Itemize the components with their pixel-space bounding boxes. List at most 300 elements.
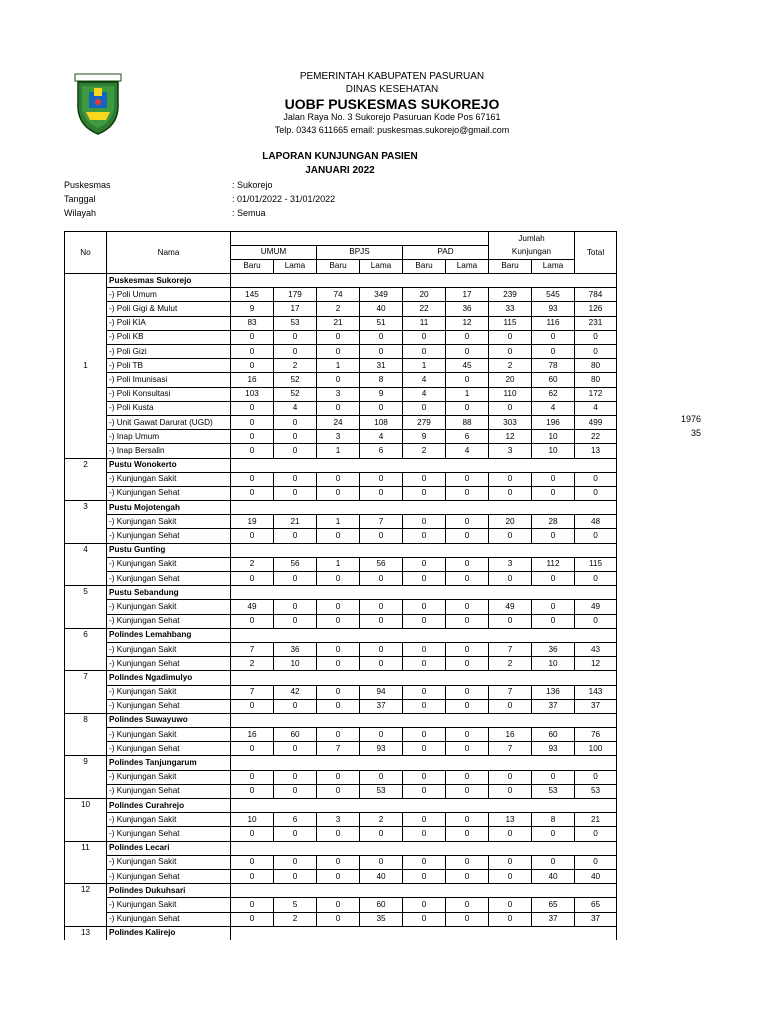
value-cell: 12: [446, 316, 489, 330]
section-number: 1: [65, 274, 107, 458]
row-label: -) Poli KIA: [107, 316, 231, 330]
value-cell: 0: [403, 486, 446, 500]
value-cell: 0: [532, 330, 575, 344]
value-cell: 136: [532, 685, 575, 699]
value-cell: 0: [317, 827, 360, 841]
value-cell: 49: [575, 600, 617, 614]
value-cell: 279: [403, 415, 446, 429]
value-cell: 0: [317, 330, 360, 344]
value-cell: 0: [489, 472, 532, 486]
section-row: [65, 628, 617, 642]
value-cell: 0: [446, 572, 489, 586]
value-cell: 0: [317, 912, 360, 926]
row-label: -) Kunjungan Sakit: [107, 642, 231, 656]
value-cell: 60: [532, 373, 575, 387]
value-cell: 0: [360, 572, 403, 586]
value-cell: 0: [403, 330, 446, 344]
value-cell: 0: [403, 869, 446, 883]
section-number: 7: [65, 671, 107, 714]
value-cell: 0: [231, 784, 274, 798]
table-row: [65, 529, 617, 543]
value-cell: 0: [403, 742, 446, 756]
value-cell: 53: [575, 784, 617, 798]
value-cell: 231: [575, 316, 617, 330]
value-cell: 0: [403, 557, 446, 571]
value-cell: 2: [274, 359, 317, 373]
col-header-total: Total: [575, 232, 617, 274]
value-cell: 80: [575, 373, 617, 387]
value-cell: 0: [403, 657, 446, 671]
meta-value-tanggal: : 01/01/2022 - 31/01/2022: [232, 194, 336, 204]
value-cell: 0: [446, 728, 489, 742]
table-row: [65, 359, 617, 373]
value-cell: 0: [317, 784, 360, 798]
value-cell: 0: [489, 345, 532, 359]
section-row: [65, 713, 617, 727]
value-cell: 126: [575, 302, 617, 316]
value-cell: 37: [532, 699, 575, 713]
value-cell: 36: [274, 642, 317, 656]
value-cell: 94: [360, 685, 403, 699]
table-row: [65, 784, 617, 798]
value-cell: 0: [446, 869, 489, 883]
value-cell: 0: [231, 898, 274, 912]
value-cell: 0: [446, 600, 489, 614]
value-cell: 0: [532, 770, 575, 784]
section-row: [65, 274, 617, 288]
header-address: Jalan Raya No. 3 Sukorejo Pasuruan Kode Pos 67161: [283, 112, 501, 122]
value-cell: 0: [489, 401, 532, 415]
value-cell: 0: [231, 401, 274, 415]
value-cell: 349: [360, 288, 403, 302]
table-row: [65, 699, 617, 713]
value-cell: 88: [446, 415, 489, 429]
value-cell: 0: [360, 728, 403, 742]
value-cell: 0: [532, 827, 575, 841]
section-name: Pustu Gunting: [107, 543, 231, 557]
value-cell: 4: [360, 430, 403, 444]
value-cell: 21: [274, 515, 317, 529]
value-cell: 0: [231, 855, 274, 869]
value-cell: 11: [403, 316, 446, 330]
section-spacer: [231, 586, 617, 600]
value-cell: 0: [274, 827, 317, 841]
sub-header-lama: Lama: [446, 259, 489, 273]
value-cell: 0: [231, 699, 274, 713]
table-row: [65, 642, 617, 656]
section-number: 13: [65, 926, 107, 940]
value-cell: 4: [575, 401, 617, 415]
value-cell: 0: [575, 345, 617, 359]
value-cell: 20: [489, 373, 532, 387]
col-header-kunjungan: Kunjungan: [489, 245, 575, 259]
value-cell: 53: [274, 316, 317, 330]
value-cell: 0: [446, 699, 489, 713]
value-cell: 0: [489, 770, 532, 784]
table-row: [65, 373, 617, 387]
value-cell: 0: [231, 869, 274, 883]
table-row: [65, 288, 617, 302]
value-cell: 0: [446, 472, 489, 486]
value-cell: 0: [446, 642, 489, 656]
value-cell: 37: [575, 912, 617, 926]
value-cell: 31: [360, 359, 403, 373]
value-cell: 52: [274, 387, 317, 401]
section-name: Polindes Lecari: [107, 841, 231, 855]
value-cell: 0: [575, 529, 617, 543]
table-row: [65, 813, 617, 827]
section-number: 11: [65, 841, 107, 884]
value-cell: 0: [403, 614, 446, 628]
value-cell: 0: [274, 430, 317, 444]
section-row: [65, 884, 617, 898]
value-cell: 53: [360, 784, 403, 798]
value-cell: 0: [317, 345, 360, 359]
value-cell: 0: [317, 699, 360, 713]
value-cell: 0: [360, 600, 403, 614]
value-cell: 13: [575, 444, 617, 458]
value-cell: 2: [360, 813, 403, 827]
meta-label-tanggal: Tanggal: [64, 194, 96, 204]
value-cell: 0: [403, 572, 446, 586]
value-cell: 0: [274, 869, 317, 883]
value-cell: 0: [274, 699, 317, 713]
value-cell: 0: [403, 855, 446, 869]
value-cell: 9: [360, 387, 403, 401]
value-cell: 0: [360, 855, 403, 869]
table-row: [65, 401, 617, 415]
value-cell: 0: [403, 600, 446, 614]
value-cell: 3: [489, 557, 532, 571]
col-header-jumlah: Jumlah: [489, 232, 575, 246]
value-cell: 2: [403, 444, 446, 458]
table-row: [65, 869, 617, 883]
value-cell: 6: [360, 444, 403, 458]
value-cell: 0: [317, 373, 360, 387]
table-row: [65, 387, 617, 401]
section-number: 9: [65, 756, 107, 799]
value-cell: 0: [446, 401, 489, 415]
visit-report-table: [64, 231, 617, 940]
value-cell: 0: [317, 486, 360, 500]
value-cell: 4: [446, 444, 489, 458]
table-row: [65, 415, 617, 429]
value-cell: 3: [317, 430, 360, 444]
section-number: 2: [65, 458, 107, 501]
row-label: -) Kunjungan Sehat: [107, 742, 231, 756]
value-cell: 0: [446, 657, 489, 671]
value-cell: 17: [446, 288, 489, 302]
value-cell: 0: [489, 912, 532, 926]
value-cell: 0: [403, 699, 446, 713]
value-cell: 1: [317, 515, 360, 529]
value-cell: 0: [446, 770, 489, 784]
value-cell: 4: [403, 373, 446, 387]
value-cell: 16: [231, 373, 274, 387]
section-spacer: [231, 756, 617, 770]
value-cell: 4: [403, 387, 446, 401]
section-name: Polindes Dukuhsari: [107, 884, 231, 898]
row-label: -) Kunjungan Sakit: [107, 728, 231, 742]
value-cell: 0: [446, 614, 489, 628]
value-cell: 7: [489, 742, 532, 756]
value-cell: 12: [489, 430, 532, 444]
section-number: 6: [65, 628, 107, 671]
section-number: 4: [65, 543, 107, 586]
value-cell: 40: [575, 869, 617, 883]
value-cell: 0: [317, 472, 360, 486]
row-label: -) Kunjungan Sakit: [107, 855, 231, 869]
table-row: [65, 614, 617, 628]
value-cell: 0: [317, 657, 360, 671]
sub-header-baru: Baru: [231, 259, 274, 273]
value-cell: 9: [403, 430, 446, 444]
section-spacer: [231, 628, 617, 642]
pasuruan-logo: [72, 72, 124, 136]
sub-header-baru: Baru: [489, 259, 532, 273]
table-row: [65, 912, 617, 926]
value-cell: 0: [403, 898, 446, 912]
value-cell: 80: [575, 359, 617, 373]
value-cell: 0: [446, 898, 489, 912]
value-cell: 0: [532, 600, 575, 614]
value-cell: 60: [532, 728, 575, 742]
value-cell: 0: [274, 855, 317, 869]
value-cell: 0: [403, 813, 446, 827]
row-label: -) Kunjungan Sakit: [107, 557, 231, 571]
section-row: [65, 926, 617, 940]
value-cell: 93: [532, 302, 575, 316]
value-cell: 0: [489, 855, 532, 869]
value-cell: 0: [317, 401, 360, 415]
value-cell: 172: [575, 387, 617, 401]
value-cell: 0: [231, 415, 274, 429]
value-cell: 40: [532, 869, 575, 883]
side-value-total: 1976: [680, 414, 701, 424]
value-cell: 17: [274, 302, 317, 316]
value-cell: 60: [274, 728, 317, 742]
value-cell: 0: [575, 472, 617, 486]
value-cell: 143: [575, 685, 617, 699]
value-cell: 24: [317, 415, 360, 429]
value-cell: 0: [360, 529, 403, 543]
table-row: [65, 770, 617, 784]
value-cell: 7: [360, 515, 403, 529]
value-cell: 112: [532, 557, 575, 571]
value-cell: 45: [446, 359, 489, 373]
section-row: [65, 458, 617, 472]
value-cell: 0: [532, 472, 575, 486]
value-cell: 196: [532, 415, 575, 429]
value-cell: 12: [575, 657, 617, 671]
table-row: [65, 472, 617, 486]
value-cell: 62: [532, 387, 575, 401]
value-cell: 0: [317, 685, 360, 699]
row-label: -) Kunjungan Sakit: [107, 600, 231, 614]
section-spacer: [231, 884, 617, 898]
value-cell: 2: [317, 302, 360, 316]
sub-header-lama: Lama: [274, 259, 317, 273]
table-row: [65, 685, 617, 699]
sub-header-lama: Lama: [360, 259, 403, 273]
value-cell: 0: [489, 529, 532, 543]
value-cell: 0: [489, 486, 532, 500]
value-cell: 56: [274, 557, 317, 571]
section-name: Polindes Kalirejo: [107, 926, 231, 940]
value-cell: 108: [360, 415, 403, 429]
section-name: Polindes Ngadimulyo: [107, 671, 231, 685]
value-cell: 83: [231, 316, 274, 330]
value-cell: 65: [575, 898, 617, 912]
value-cell: 0: [403, 529, 446, 543]
section-spacer: [231, 543, 617, 557]
value-cell: 10: [231, 813, 274, 827]
value-cell: 103: [231, 387, 274, 401]
row-label: -) Poli Umum: [107, 288, 231, 302]
value-cell: 3: [489, 444, 532, 458]
row-label: -) Poli Gizi: [107, 345, 231, 359]
value-cell: 0: [446, 827, 489, 841]
side-value-count: 35: [690, 428, 701, 438]
value-cell: 0: [575, 855, 617, 869]
value-cell: 22: [575, 430, 617, 444]
value-cell: 5: [274, 898, 317, 912]
sub-header-baru: Baru: [317, 259, 360, 273]
value-cell: 40: [360, 302, 403, 316]
row-label: -) Kunjungan Sakit: [107, 813, 231, 827]
value-cell: 0: [360, 614, 403, 628]
section-number: 5: [65, 586, 107, 629]
sub-header-lama: Lama: [532, 259, 575, 273]
value-cell: 0: [575, 330, 617, 344]
value-cell: 0: [446, 486, 489, 500]
value-cell: 51: [360, 316, 403, 330]
value-cell: 7: [231, 642, 274, 656]
table-row: [65, 330, 617, 344]
value-cell: 20: [489, 515, 532, 529]
value-cell: 76: [575, 728, 617, 742]
value-cell: 0: [231, 742, 274, 756]
value-cell: 0: [360, 770, 403, 784]
value-cell: 2: [231, 657, 274, 671]
value-cell: 36: [532, 642, 575, 656]
row-label: -) Kunjungan Sehat: [107, 827, 231, 841]
col-header-pad: PAD: [403, 245, 489, 259]
value-cell: 9: [231, 302, 274, 316]
section-number: 10: [65, 799, 107, 842]
value-cell: 10: [532, 430, 575, 444]
value-cell: 0: [489, 827, 532, 841]
value-cell: 0: [489, 614, 532, 628]
value-cell: 0: [360, 486, 403, 500]
value-cell: 0: [231, 770, 274, 784]
value-cell: 93: [360, 742, 403, 756]
value-cell: 4: [274, 401, 317, 415]
value-cell: 21: [575, 813, 617, 827]
report-period: JANUARI 2022: [305, 165, 375, 176]
value-cell: 0: [231, 912, 274, 926]
value-cell: 0: [274, 600, 317, 614]
value-cell: 0: [274, 572, 317, 586]
row-label: -) Kunjungan Sakit: [107, 898, 231, 912]
col-header-bpjs: BPJS: [317, 245, 403, 259]
value-cell: 0: [231, 572, 274, 586]
value-cell: 0: [403, 472, 446, 486]
value-cell: 0: [403, 345, 446, 359]
value-cell: 239: [489, 288, 532, 302]
value-cell: 10: [274, 657, 317, 671]
row-label: -) Kunjungan Sakit: [107, 515, 231, 529]
value-cell: 0: [360, 827, 403, 841]
header-puskesmas: UOBF PUSKESMAS SUKOREJO: [284, 96, 500, 112]
value-cell: 0: [446, 515, 489, 529]
value-cell: 0: [489, 869, 532, 883]
section-spacer: [231, 713, 617, 727]
value-cell: 0: [317, 529, 360, 543]
section-name: Pustu Wonokerto: [107, 458, 231, 472]
value-cell: 16: [489, 728, 532, 742]
row-label: -) Kunjungan Sehat: [107, 529, 231, 543]
section-name: Polindes Suwayuwo: [107, 713, 231, 727]
col-header-umum: UMUM: [231, 245, 317, 259]
row-label: -) Poli Konsultasi: [107, 387, 231, 401]
table-row: [65, 316, 617, 330]
table-row: [65, 600, 617, 614]
value-cell: 0: [231, 430, 274, 444]
value-cell: 3: [317, 387, 360, 401]
section-row: [65, 799, 617, 813]
row-label: -) Kunjungan Sehat: [107, 657, 231, 671]
value-cell: 0: [317, 614, 360, 628]
value-cell: 545: [532, 288, 575, 302]
value-cell: 0: [403, 515, 446, 529]
value-cell: 10: [532, 657, 575, 671]
value-cell: 0: [274, 614, 317, 628]
value-cell: 6: [446, 430, 489, 444]
value-cell: 74: [317, 288, 360, 302]
value-cell: 0: [446, 373, 489, 387]
value-cell: 0: [274, 415, 317, 429]
row-label: -) Kunjungan Sehat: [107, 869, 231, 883]
value-cell: 0: [403, 685, 446, 699]
value-cell: 65: [532, 898, 575, 912]
section-name: Puskesmas Sukorejo: [107, 274, 231, 288]
value-cell: 42: [274, 685, 317, 699]
value-cell: 37: [360, 699, 403, 713]
value-cell: 0: [274, 529, 317, 543]
value-cell: 56: [360, 557, 403, 571]
value-cell: 499: [575, 415, 617, 429]
value-cell: 21: [317, 316, 360, 330]
value-cell: 2: [489, 657, 532, 671]
header-department: DINAS KESEHATAN: [345, 84, 439, 95]
row-label: -) Poli Kusta: [107, 401, 231, 415]
table-row: [65, 444, 617, 458]
value-cell: 0: [360, 330, 403, 344]
value-cell: 0: [403, 642, 446, 656]
section-spacer: [231, 926, 617, 940]
table-row: [65, 345, 617, 359]
value-cell: 0: [575, 614, 617, 628]
value-cell: 0: [274, 330, 317, 344]
table-row: [65, 486, 617, 500]
value-cell: 303: [489, 415, 532, 429]
value-cell: 0: [532, 614, 575, 628]
section-row: [65, 756, 617, 770]
table-row: [65, 657, 617, 671]
row-label: -) Kunjungan Sakit: [107, 685, 231, 699]
value-cell: 1: [317, 557, 360, 571]
